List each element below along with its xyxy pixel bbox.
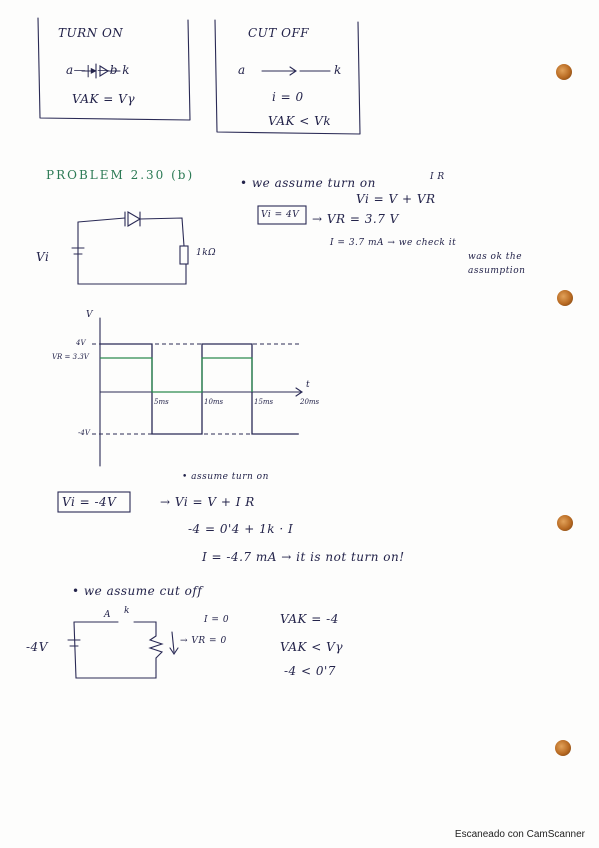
analysis1-line2: Vi = V + VR	[356, 192, 436, 206]
cut-off-equation: VAK < Vk	[268, 114, 332, 128]
circuit2-eq1: VAK = -4	[280, 612, 339, 626]
analysis1-line1: • we assume turn on	[240, 176, 376, 190]
binder-hole	[557, 290, 573, 306]
graph-y-bot-label: -4V	[78, 429, 90, 437]
circuit2-eq2: VAK < Vγ	[280, 640, 344, 654]
open-switch-symbol	[262, 67, 330, 75]
analysis2-line2: → Vi = V + I R	[160, 495, 255, 509]
analysis2-line3: -4 = 0'4 + 1k · I	[188, 522, 294, 536]
graph-x3-label: 15ms	[254, 398, 274, 406]
analysis1-line4: I = 3.7 mA → we check it	[330, 238, 457, 248]
cut-off-title: CUT OFF	[248, 26, 310, 40]
analysis2-line4: I = -4.7 mA → it is not turn on!	[202, 550, 405, 564]
analysis1-ir: I R	[430, 172, 445, 182]
graph-v-axis-label: V	[86, 310, 93, 320]
graph-x1-label: 5ms	[154, 398, 169, 406]
analysis2-line1: • assume turn on	[182, 472, 269, 482]
waveform-graph	[92, 318, 302, 466]
problem-title: PROBLEM 2.30 (b)	[46, 168, 195, 182]
graph-t-axis-label: t	[306, 380, 311, 390]
turn-on-diagram: a—|▸—b k	[66, 63, 130, 77]
cut-off-current: i = 0	[272, 90, 304, 104]
circuit-2	[68, 622, 178, 678]
analysis1-line6: assumption	[468, 266, 526, 276]
graph-x2-label: 10ms	[204, 398, 224, 406]
binder-hole	[555, 740, 571, 756]
circuit-1	[72, 212, 188, 284]
output-wave	[100, 358, 252, 392]
binder-hole	[557, 515, 573, 531]
circuit2-line1: • we assume cut off	[72, 584, 203, 598]
scanner-watermark: Escaneado con CamScanner	[454, 829, 585, 840]
circuit2-node-a: A	[104, 610, 111, 620]
cut-off-node-a: a	[238, 63, 246, 77]
cut-off-node-k: k	[334, 63, 342, 77]
analysis1-line3: → VR = 3.7 V	[312, 212, 399, 226]
circuit1-resistor-label: 1kΩ	[196, 248, 217, 258]
analysis2-boxed-vi: Vi = -4V	[62, 495, 117, 509]
graph-y-top-label: 4V	[76, 339, 86, 347]
analysis1-line5: was ok the	[468, 252, 523, 262]
graph-x4-label: 20ms	[300, 398, 320, 406]
circuit2-vr: → VR = 0	[180, 636, 227, 646]
turn-on-equation: VAK = Vγ	[72, 92, 136, 106]
circuit2-source-label: -4V	[26, 640, 48, 654]
circuit2-node-k: k	[124, 606, 130, 616]
circuit1-vi-label: Vi	[36, 250, 50, 264]
analysis1-boxed-vi: Vi = 4V	[261, 210, 300, 220]
circuit2-eq3: -4 < 0'7	[284, 664, 336, 678]
graph-y-mid-label: VR = 3.3V	[52, 353, 89, 361]
turn-on-title: TURN ON	[58, 26, 124, 40]
binder-hole	[556, 64, 572, 80]
circuit2-current: I = 0	[204, 615, 230, 625]
